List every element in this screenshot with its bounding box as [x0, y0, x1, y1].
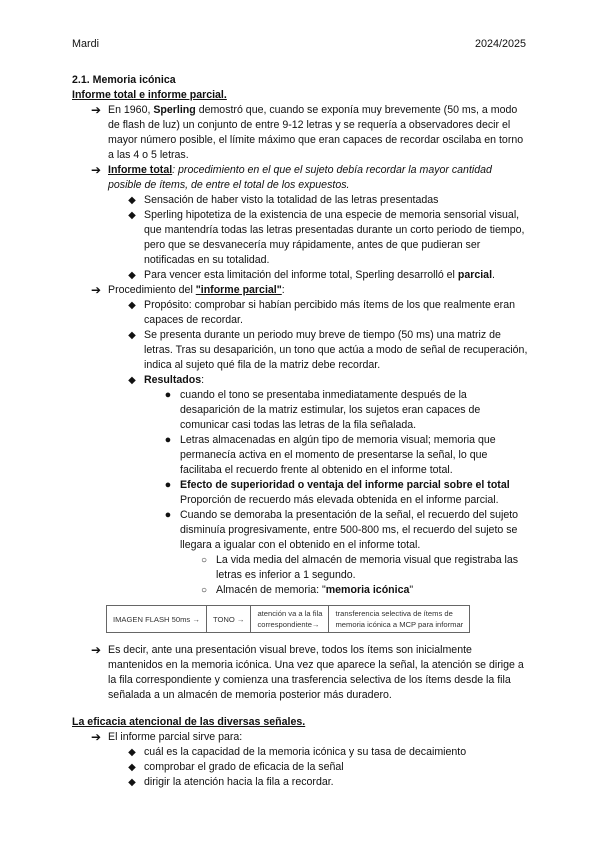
- diamond-bullet-icon: ◆: [128, 195, 136, 206]
- bullet-sperling-1960: ➔ En 1960, Sperling demostró que, cuando se exponía muy brevemente (50 ms, a modo de flash de luz) un conjunto de entre 9-12 letras y se requería a observadores decir el mayor número posible, el límite máximo que eran capaces de recordar oscilaba en torno a las 4 o 5 letras.: [90, 103, 524, 161]
- arrow-bullet-icon: ➔: [90, 163, 102, 177]
- result-item: ● Efecto de superioridad o ventaja del informe parcial sobre el total Proporción de recuerdo más elevada obtenida en el informe parcial.: [72, 478, 528, 508]
- diamond-bullet-icon: ◆: [128, 747, 136, 758]
- section-title: 2.1. Memoria icónica: [72, 74, 176, 86]
- bullet-summary: ➔ Es decir, ante una presentación visual breve, todos los ítems son inicialmente mantenidos en la memoria icónica. Una vez que aparece la señal, la atención se dirige a la fila correspondiente y comienza una trasferencia selectiva de los ítems desde la fila señalada a un almacén de memoria posterior más duradero.: [90, 643, 524, 701]
- document-body: [72, 73, 528, 790]
- result-item: ● Letras almacenadas en algún tipo de memoria visual; memoria que permanecía activa en el momento de presentarse la señal, lo que facilitaba el recuerdo frente al obtenido en el informe total.: [72, 433, 528, 478]
- diamond-bullet-icon: ◆: [128, 330, 136, 341]
- header-left: Mardi: [72, 38, 99, 50]
- subsection-title-2: La eficacia atencional de las diversas señales.: [72, 716, 306, 728]
- list-item: ◆ cuál es la capacidad de la memoria icónica y su tasa de decaimiento: [72, 745, 528, 760]
- flow-step-tone: TONO →: [206, 606, 251, 633]
- sperling-bold: Sperling: [153, 104, 196, 116]
- diamond-bullet-icon: ◆: [128, 762, 136, 773]
- header-right: 2024/2025: [474, 38, 526, 50]
- diamond-bullet-icon: ◆: [128, 375, 136, 386]
- diamond-bullet-icon: ◆: [128, 777, 136, 788]
- result-item: ● cuando el tono se presentaba inmediatamente después de la desaparición de la matriz estimular, los sujetos eran capaces de comunicar casi todas las letras de la fila señalada.: [72, 388, 528, 433]
- list-item: ◆ Propósito: comprobar si habían percibido más ítems de los que realmente eran capaces de recordar.: [72, 298, 528, 328]
- informe-total-definition: : procedimiento en el que el sujeto debía recordar la mayor cantidad posible de ítems, de entre el total de los expuestos.: [108, 164, 492, 191]
- result-item: ● Cuando se demoraba la presentación de la señal, el recuerdo del sujeto disminuía progresivamente, entre 500-800 ms, el recuerdo del sujeto se llegara a igualar con el obtenido en el informe total.: [72, 508, 528, 553]
- diamond-bullet-icon: ◆: [128, 210, 136, 221]
- flow-step-flash: IMAGEN FLASH 50ms →: [107, 606, 207, 633]
- diamond-bullet-icon: ◆: [128, 300, 136, 311]
- circle-bullet-icon: ○: [200, 555, 208, 566]
- list-item: ◆ Sperling hipotetiza de la existencia de una especie de memoria sensorial visual, que mantendría todas las letras presentadas durante un corto periodo de tiempo, pero que se desvanecería muy rápidamente, antes de que pudieran ser notificadas en su totalidad.: [72, 208, 528, 268]
- dot-bullet-icon: ●: [164, 479, 172, 491]
- list-item: ◆ Para vencer esta limitación del informe total, Sperling desarrolló el parcial.: [72, 268, 528, 283]
- process-flow-table: [106, 605, 470, 633]
- arrow-bullet-icon: ➔: [90, 103, 102, 117]
- arrow-bullet-icon: ➔: [90, 730, 102, 744]
- list-item: ◆ Se presenta durante un periodo muy breve de tiempo (50 ms) una matriz de letras. Tras su desaparición, un tono que actúa a modo de señal de recuperación, indica al sujeto qué fila de la matriz debe recordar.: [72, 328, 528, 373]
- sub-result-item: ○ Almacén de memoria: "memoria icónica": [72, 583, 528, 598]
- arrow-bullet-icon: ➔: [90, 283, 102, 297]
- bullet-informe-parcial-uses: ➔ El informe parcial sirve para:: [90, 730, 243, 744]
- dot-bullet-icon: ●: [164, 434, 172, 446]
- list-item: ◆ dirigir la atención hacia la fila a recordar.: [72, 775, 528, 790]
- bullet-informe-total: [72, 163, 528, 193]
- informe-parcial-term: "informe parcial": [195, 284, 282, 296]
- informe-total-term: Informe total: [108, 164, 173, 176]
- dot-bullet-icon: ●: [164, 389, 172, 401]
- bullet-informe-parcial: ➔ Procedimiento del "informe parcial":: [90, 283, 285, 297]
- circle-bullet-icon: ○: [200, 585, 208, 596]
- subsection-title-1: Informe total e informe parcial.: [72, 89, 227, 101]
- flow-step-transfer: transferencia selectiva de ítems de memoria icónica a MCP para informar: [329, 606, 470, 633]
- diamond-bullet-icon: ◆: [128, 270, 136, 281]
- results-heading: ◆ Resultados:: [72, 373, 528, 388]
- dot-bullet-icon: ●: [164, 509, 172, 521]
- flow-step-attention: atención va a la fila correspondiente→: [251, 606, 329, 633]
- list-item: ◆ Sensación de haber visto la totalidad de las letras presentadas: [72, 193, 528, 208]
- sub-result-item: ○ La vida media del almacén de memoria visual que registraba las letras es inferior a 1 segundo.: [72, 553, 528, 583]
- list-item: ◆ comprobar el grado de eficacia de la señal: [72, 760, 528, 775]
- arrow-bullet-icon: ➔: [90, 643, 102, 657]
